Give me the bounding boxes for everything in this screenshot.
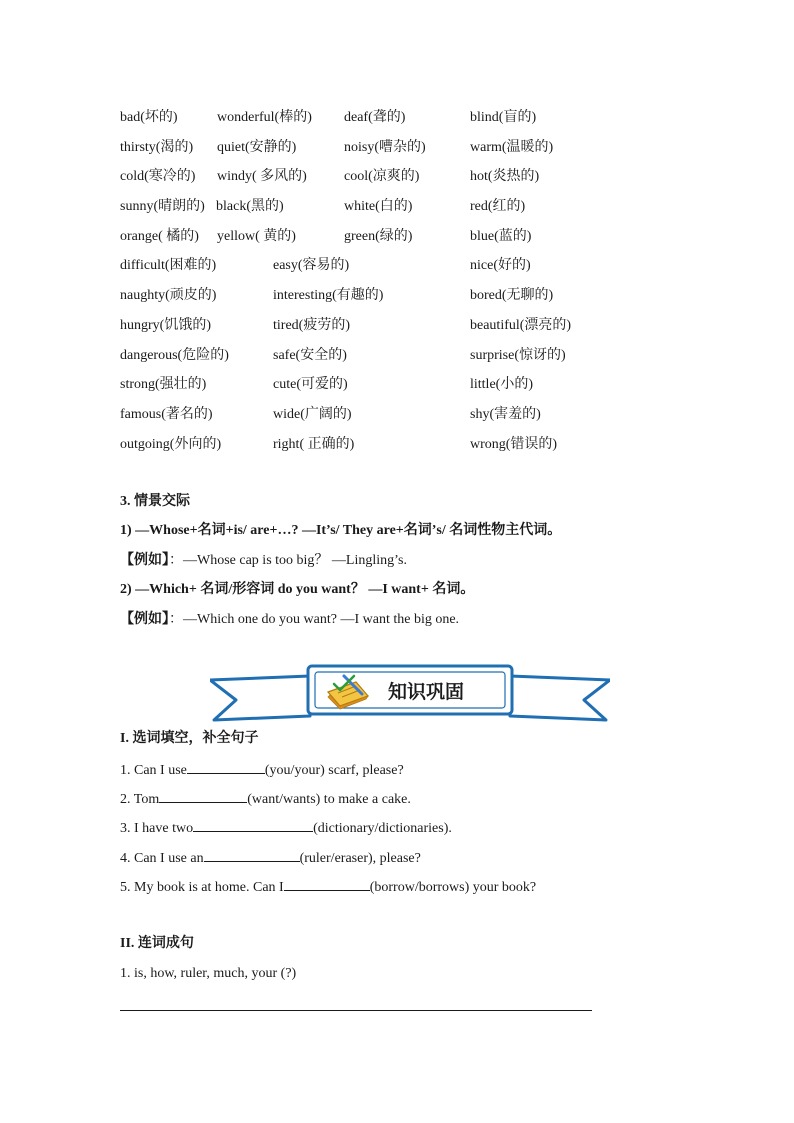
vocab-word: bad(坏的) [120, 110, 178, 125]
section-heading: 3. 情景交际 [120, 494, 190, 509]
example-1 [120, 551, 407, 571]
section-banner [210, 662, 610, 724]
vocab-table [120, 108, 640, 464]
vocab-word: blue(蓝的) [470, 228, 532, 244]
vocab-word: green(绿的) [344, 228, 413, 244]
vocab-word: nice(好的) [470, 258, 531, 274]
grammar-point-1: 1) —Whose+名词+is/ are+…? —It’s/ They are+名词’s/ 名词性物主代词。 [120, 523, 562, 538]
vocab-row [120, 435, 640, 465]
part1-heading: I. 选词填空，补全句子 [120, 731, 259, 746]
vocab-word: cold(寒冷的) [120, 169, 196, 185]
question-text: 3. I have two [120, 821, 194, 836]
vocab-word: easy(容易的) [273, 258, 350, 274]
answer-blank[interactable] [284, 876, 370, 891]
vocab-word: strong(强壮的) [120, 377, 207, 393]
vocab-word: bored(无聊的) [470, 288, 554, 304]
vocab-word: sunny(晴朗的) [120, 199, 205, 215]
vocab-word: orange( 橘的) [120, 228, 199, 244]
fill-blank-question [120, 817, 452, 839]
vocab-word: hot(炎热的) [470, 169, 540, 185]
answer-blank[interactable] [193, 817, 313, 832]
vocab-word: warm(温暖的) [470, 139, 554, 155]
fill-blank-question [120, 759, 404, 781]
vocab-row [120, 138, 640, 168]
vocab-word: quiet(安静的) [217, 139, 297, 155]
vocab-row [120, 108, 640, 138]
vocab-word: white(白的) [344, 199, 413, 215]
vocab-row [120, 405, 640, 435]
question-options: (want/wants) to make a cake. [247, 792, 411, 807]
vocab-word: tired(疲劳的) [273, 317, 350, 333]
answer-blank[interactable] [187, 759, 265, 774]
vocab-word: hungry(饥饿的) [120, 317, 211, 333]
reorder-question: 1. is, how, ruler, much, your (?) [120, 966, 297, 981]
question-text: 2. Tom [120, 792, 160, 807]
fill-blank-question [120, 788, 411, 810]
vocab-row [120, 375, 640, 405]
vocab-word: beautiful(漂亮的) [470, 317, 572, 333]
vocab-word: famous(著名的) [120, 406, 213, 422]
vocab-word: blind(盲的) [470, 110, 537, 125]
vocab-word: wrong(错误的) [470, 436, 558, 452]
question-text: 1. Can I use [120, 763, 187, 778]
question-text: 4. Can I use an [120, 851, 204, 866]
vocab-word: thirsty(渴的) [120, 139, 194, 155]
vocab-row [120, 316, 640, 346]
question-options: (ruler/eraser), please? [299, 851, 421, 866]
example-text: ：—Whose cap is too big？ —Lingling’s. [169, 553, 407, 568]
answer-blank[interactable] [159, 788, 247, 803]
vocab-word: interesting(有趣的) [273, 288, 384, 304]
vocab-word: deaf(聋的) [344, 110, 406, 125]
vocab-word: wide(广阔的) [273, 406, 352, 422]
fill-blank-question [120, 847, 421, 869]
vocab-row [120, 227, 640, 257]
vocab-row [120, 197, 640, 227]
question-options: (dictionary/dictionaries). [313, 821, 452, 836]
ribbon-graphic [210, 662, 610, 724]
vocab-word: shy(害羞的) [470, 406, 541, 422]
fill-blank-question [120, 876, 536, 898]
example-2 [120, 610, 459, 630]
vocab-word: cute(可爱的) [273, 377, 348, 393]
vocab-word: yellow( 黄的) [217, 228, 296, 244]
banner-title: 知识巩固 [388, 681, 465, 703]
answer-blank[interactable] [204, 847, 300, 862]
vocab-word: noisy(嘈杂的) [344, 139, 426, 155]
vocab-word: right( 正确的) [273, 436, 355, 452]
vocab-word: windy( 多风的) [217, 169, 307, 185]
vocab-row [120, 346, 640, 376]
example-tag: 【例如】 [120, 553, 169, 568]
vocab-word: little(小的) [470, 377, 533, 393]
question-text: 5. My book is at home. Can I [120, 880, 284, 895]
vocab-row [120, 286, 640, 316]
vocab-word: wonderful(棒的) [217, 110, 312, 125]
example-text: ：—Which one do you want? —I want the big one. [169, 612, 460, 627]
vocab-word: surprise(惊讶的) [470, 347, 566, 363]
vocab-word: naughty(顽皮的) [120, 288, 217, 304]
vocab-word: safe(安全的) [273, 347, 347, 363]
vocab-row [120, 256, 640, 286]
question-options: (borrow/borrows) your book? [369, 880, 537, 895]
vocab-word: difficult(困难的) [120, 258, 217, 274]
grammar-point-2: 2) —Which+ 名词/形容词 do you want？ —I want+ 名词。 [120, 582, 475, 597]
vocab-word: red(红的) [470, 199, 526, 215]
vocab-word: black(黑的) [216, 199, 284, 215]
vocab-word: cool(凉爽的) [344, 169, 420, 185]
answer-line[interactable] [120, 1010, 592, 1011]
question-options: (you/your) scarf, please? [264, 763, 404, 778]
vocab-row [120, 167, 640, 197]
part2-heading: II. 连词成句 [120, 936, 194, 951]
example-tag: 【例如】 [120, 612, 169, 627]
vocab-word: dangerous(危险的) [120, 347, 229, 363]
vocab-word: outgoing(外向的) [120, 436, 222, 452]
